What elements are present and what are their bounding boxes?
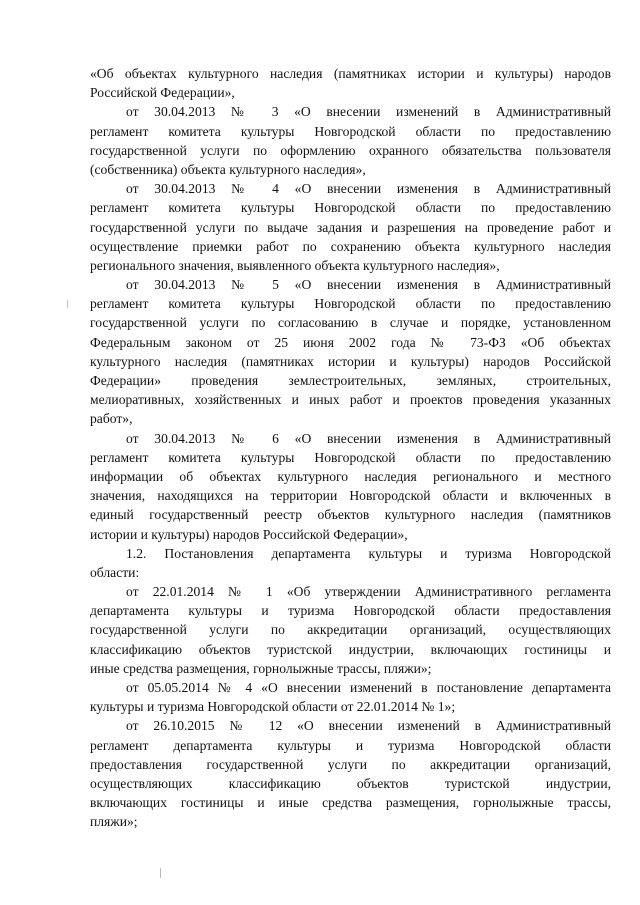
document-body — [90, 64, 611, 832]
text-line: осуществление приемки работ по сохранению объекта культурного наследия — [90, 238, 611, 254]
text-line: Федерации» проведения землестроительных, земляных, строительных, — [90, 373, 611, 388]
text-line: Федеральным законом от 25 июня 2002 года № 73-ФЗ «Об объектах — [90, 334, 611, 350]
text-line: от 30.04.2013 № 4 «О внесении изменения в Административный — [126, 181, 611, 197]
scan-artifact — [67, 300, 68, 308]
text-line: истории и культуры) народов Российской Федерации», — [90, 526, 408, 542]
text-line: значения, находящихся на территории Новгородской области и включенных в — [90, 488, 611, 504]
text-line: от 30.04.2013 № 3 «О внесении изменений в Административный — [126, 104, 611, 120]
text-line: от 30.04.2013 № 5 «О внесении изменения в Административный — [126, 277, 611, 293]
text-line: регламент комитета культуры Новгородской области по предоставлению — [90, 296, 611, 312]
text-line: государственной услуги по аккредитации организаций, осуществляющих — [90, 622, 611, 638]
text-line: включающих гостиницы и иные средства размещения, горнолыжные трассы, — [90, 795, 611, 811]
text-line: информации об объектах культурного наследия регионального и местного — [90, 468, 611, 484]
text-line: регламент комитета культуры Новгородской области по предоставлению — [90, 123, 611, 139]
scan-artifact — [160, 868, 161, 878]
text-line: культуры и туризма Новгородской области от 22.01.2014 № 1»; — [90, 699, 456, 715]
text-line: классификацию объектов туристской индустрии, включающих гостиницы и — [90, 641, 611, 657]
text-line: регламент комитета культуры Новгородской области по предоставлению — [90, 449, 611, 465]
text-line: от 05.05.2014 № 4 «О внесении изменений в постановление департамента — [126, 680, 611, 695]
text-line: 1.2. Постановления департамента культуры и туризма Новгородской — [126, 545, 611, 561]
text-line: Российской Федерации», — [90, 85, 235, 101]
text-line: культурного наследия (памятниках истории и культуры) народов Российской — [90, 353, 611, 369]
text-line: департамента культуры и туризма Новгородской области предоставления — [90, 603, 611, 619]
text-line: регионального значения, выявленного объекта культурного наследия», — [90, 257, 500, 273]
text-line: области: — [90, 564, 140, 580]
text-line: осуществляющих классификацию объектов туристской индустрии, — [90, 775, 611, 791]
text-line: регламент комитета культуры Новгородской области по предоставлению — [90, 200, 611, 216]
text-line: от 22.01.2014 № 1 «Об утверждении Административного регламента — [126, 584, 611, 600]
text-line: работ», — [90, 411, 133, 427]
text-line: «Об объектах культурного наследия (памятниках истории и культуры) народов — [90, 66, 611, 81]
text-line: (собственника) объекта культурного наследия», — [90, 161, 366, 177]
text-line: регламент департамента культуры и туризма Новгородской области — [90, 737, 611, 753]
text-line: иные средства размещения, горнолыжные трассы, пляжи»; — [90, 660, 432, 676]
text-line: государственной услуги по выдаче задания и разрешения на проведение работ и — [90, 219, 611, 235]
text-line: мелиоративных, хозяйственных и иных работ и проектов проведения указанных — [90, 392, 611, 408]
text-line: государственной услуги по оформлению охранного обязательства пользователя — [90, 142, 611, 158]
text-line: единый государственный реестр объектов культурного наследия (памятников — [90, 507, 611, 523]
text-line: государственной услуги по согласованию в случае и порядке, установленном — [90, 315, 611, 331]
text-line: от 26.10.2015 № 12 «О внесении изменений в Административный — [126, 718, 611, 734]
text-line: предоставления государственной услуги по аккредитации организаций, — [90, 756, 611, 772]
text-line: пляжи»; — [90, 814, 138, 830]
text-line: от 30.04.2013 № 6 «О внесении изменения в Административный — [126, 430, 611, 446]
